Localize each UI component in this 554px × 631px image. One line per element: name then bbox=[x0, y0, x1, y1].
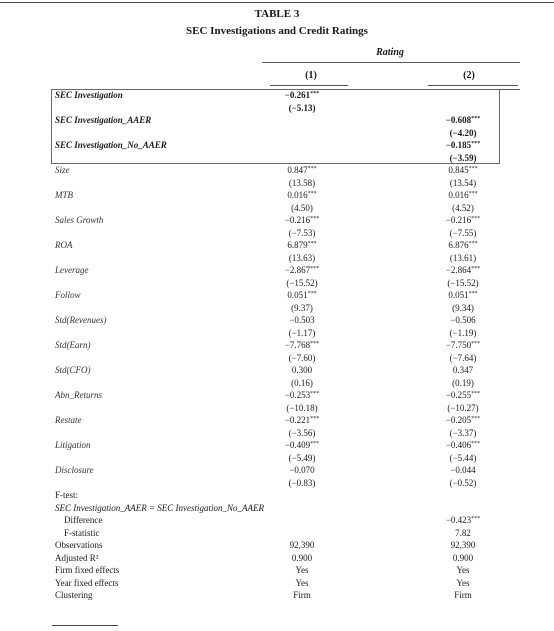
table-row bbox=[0, 189, 554, 202]
row-label: Std(Revenues) bbox=[55, 315, 107, 325]
table-row bbox=[0, 377, 554, 390]
row-label: Std(CFO) bbox=[55, 365, 91, 375]
value-col-2: 0.845*** bbox=[448, 165, 478, 175]
table-row bbox=[0, 564, 554, 577]
value-col-2: (−1.19) bbox=[449, 327, 477, 338]
table-row bbox=[0, 177, 554, 190]
value-col-1: (−15.52) bbox=[286, 277, 318, 288]
table-row bbox=[0, 402, 554, 415]
value-col-1: (−1.17) bbox=[288, 327, 316, 338]
table-row bbox=[0, 552, 554, 565]
table-row bbox=[0, 489, 554, 502]
value-col-2: (4.52) bbox=[452, 202, 474, 213]
table-row bbox=[0, 452, 554, 465]
value-col-1: −0.070 bbox=[289, 465, 315, 475]
value-col-1: −0.216*** bbox=[284, 215, 320, 225]
row-label: Sales Growth bbox=[55, 215, 104, 225]
value-col-1: 0.016*** bbox=[287, 190, 317, 200]
value-col-1: (9.37) bbox=[291, 302, 313, 313]
table-row bbox=[0, 264, 554, 277]
table-title: TABLE 3 bbox=[254, 8, 300, 20]
column-header-1: (1) bbox=[305, 70, 317, 81]
value-col-2: (13.61) bbox=[449, 252, 477, 263]
table-row bbox=[0, 239, 554, 252]
table-row bbox=[0, 352, 554, 365]
table-row bbox=[0, 214, 554, 227]
value-col-2: −0.185*** bbox=[445, 140, 481, 150]
row-label: F-statistic bbox=[64, 527, 100, 538]
value-col-1: 6.879*** bbox=[287, 240, 317, 250]
value-col-2: −2.864*** bbox=[445, 265, 481, 275]
value-col-2: Yes bbox=[456, 577, 470, 588]
row-label: Observations bbox=[55, 540, 103, 550]
value-col-2: (−4.20) bbox=[449, 127, 477, 138]
row-label: Abn_Returns bbox=[55, 390, 102, 400]
value-col-2: Yes bbox=[456, 565, 470, 575]
table-row bbox=[0, 339, 554, 352]
row-label: Follow bbox=[55, 290, 81, 300]
table-row bbox=[0, 252, 554, 265]
value-col-1: (−5.49) bbox=[288, 452, 316, 463]
table-row bbox=[0, 539, 554, 552]
value-col-2: −0.423*** bbox=[445, 515, 481, 525]
row-label: SEC Investigation_AAER bbox=[55, 115, 152, 125]
value-col-2: (13.54) bbox=[449, 177, 477, 188]
value-col-2: −0.216*** bbox=[445, 215, 481, 225]
value-col-1: (13.63) bbox=[288, 252, 316, 263]
table-row bbox=[0, 514, 554, 527]
table-row bbox=[0, 227, 554, 240]
value-col-1: 0.847*** bbox=[287, 165, 317, 175]
table-row bbox=[0, 389, 554, 402]
table-row bbox=[0, 364, 554, 377]
value-col-1: 0.051*** bbox=[287, 290, 317, 300]
value-col-2: (−7.64) bbox=[449, 352, 477, 363]
value-col-2: 0.016*** bbox=[448, 190, 478, 200]
value-col-2: (−3.37) bbox=[449, 427, 477, 438]
value-col-2: 92,390 bbox=[450, 540, 476, 550]
row-label: SEC Investigation bbox=[55, 90, 123, 100]
value-col-1: Firm bbox=[293, 590, 311, 600]
row-label: Difference bbox=[64, 515, 103, 525]
row-label: Size bbox=[55, 165, 70, 175]
value-col-1: −0.221*** bbox=[284, 415, 320, 425]
row-label: Year fixed effects bbox=[55, 577, 119, 588]
table-row bbox=[0, 527, 554, 540]
value-col-2: (−10.27) bbox=[447, 402, 479, 413]
value-col-1: (−3.56) bbox=[288, 427, 316, 438]
value-col-1: −0.409*** bbox=[284, 440, 320, 450]
row-label: Leverage bbox=[55, 265, 89, 275]
value-col-2: (−0.52) bbox=[449, 477, 477, 488]
value-col-1: (−7.60) bbox=[288, 352, 316, 363]
value-col-2: 7.82 bbox=[455, 527, 471, 538]
row-label: Litigation bbox=[55, 440, 91, 450]
value-col-1: Yes bbox=[295, 577, 309, 588]
value-col-2: (−7.55) bbox=[449, 227, 477, 238]
table-row bbox=[0, 277, 554, 290]
highlight-box bbox=[51, 89, 500, 164]
table-row bbox=[0, 589, 554, 602]
table-row bbox=[0, 464, 554, 477]
row-label: Disclosure bbox=[55, 465, 94, 475]
value-col-1: −0.253*** bbox=[284, 390, 320, 400]
value-col-1: 0.900 bbox=[291, 552, 313, 563]
row-label: Restate bbox=[55, 415, 82, 425]
table-row bbox=[0, 414, 554, 427]
bottom-rule bbox=[52, 625, 118, 626]
value-col-1: −7.768*** bbox=[284, 340, 320, 350]
value-col-1: −0.261*** bbox=[284, 90, 320, 100]
value-col-1: (13.58) bbox=[288, 177, 316, 188]
value-col-2: 0.051*** bbox=[448, 290, 478, 300]
value-col-2: Firm bbox=[454, 590, 472, 600]
value-col-2: (0.19) bbox=[452, 377, 474, 388]
value-col-1: (−10.18) bbox=[286, 402, 318, 413]
row-label: SEC Investigation_No_AAER bbox=[55, 140, 167, 150]
table-subtitle: SEC Investigations and Credit Ratings bbox=[186, 25, 368, 37]
row-label: ROA bbox=[55, 240, 73, 250]
value-col-2: −7.750*** bbox=[445, 340, 481, 350]
column-rule-2 bbox=[428, 85, 518, 86]
table-row bbox=[0, 439, 554, 452]
row-label: Firm fixed effects bbox=[55, 565, 120, 575]
row-label: MTB bbox=[55, 190, 73, 200]
row-label: SEC Investigation_AAER = SEC Investigation_No_AAER bbox=[55, 502, 265, 513]
value-col-1: (4.50) bbox=[291, 202, 313, 213]
row-label: F-test: bbox=[55, 490, 79, 500]
table-row bbox=[0, 164, 554, 177]
value-col-2: (−15.52) bbox=[447, 277, 479, 288]
value-col-2: (−3.59) bbox=[449, 152, 477, 163]
row-label: Clustering bbox=[55, 590, 93, 600]
value-col-2: (9.34) bbox=[452, 302, 474, 313]
value-col-2: −0.044 bbox=[450, 465, 476, 475]
table-row bbox=[0, 502, 554, 515]
value-col-1: (−7.53) bbox=[288, 227, 316, 238]
table-row bbox=[0, 427, 554, 440]
table-body bbox=[0, 89, 554, 602]
value-col-2: −0.608*** bbox=[445, 115, 481, 125]
value-col-2: 0.347 bbox=[452, 365, 474, 375]
table-row bbox=[0, 477, 554, 490]
rating-rule bbox=[262, 62, 520, 63]
value-col-2: 6.876*** bbox=[448, 240, 478, 250]
value-col-2: −0.406*** bbox=[445, 440, 481, 450]
column-rule-1 bbox=[270, 85, 348, 86]
rating-header: Rating bbox=[376, 47, 404, 58]
column-header-2: (2) bbox=[463, 70, 475, 81]
top-rule bbox=[0, 2, 554, 3]
value-col-1: 92,390 bbox=[289, 540, 315, 550]
value-col-1: (−5.13) bbox=[288, 102, 316, 113]
table-row bbox=[0, 314, 554, 327]
value-col-2: 0.900 bbox=[452, 552, 474, 563]
table-row bbox=[0, 289, 554, 302]
value-col-2: −0.255*** bbox=[445, 390, 481, 400]
value-col-1: 0.300 bbox=[291, 365, 313, 375]
table-row bbox=[0, 202, 554, 215]
value-col-1: −2.867*** bbox=[284, 265, 320, 275]
row-label: Std(Earn) bbox=[55, 340, 91, 350]
value-col-1: −0.503 bbox=[289, 315, 315, 325]
table-row bbox=[0, 577, 554, 590]
table-row bbox=[0, 302, 554, 315]
table-row bbox=[0, 327, 554, 340]
value-col-2: −0.506 bbox=[450, 315, 476, 325]
value-col-1: (−0.83) bbox=[288, 477, 316, 488]
value-col-1: Yes bbox=[295, 565, 309, 575]
value-col-1: (0.16) bbox=[291, 377, 313, 388]
value-col-2: (−5.44) bbox=[449, 452, 477, 463]
value-col-2: −0.205*** bbox=[445, 415, 481, 425]
row-label: Adjusted R² bbox=[55, 552, 99, 563]
